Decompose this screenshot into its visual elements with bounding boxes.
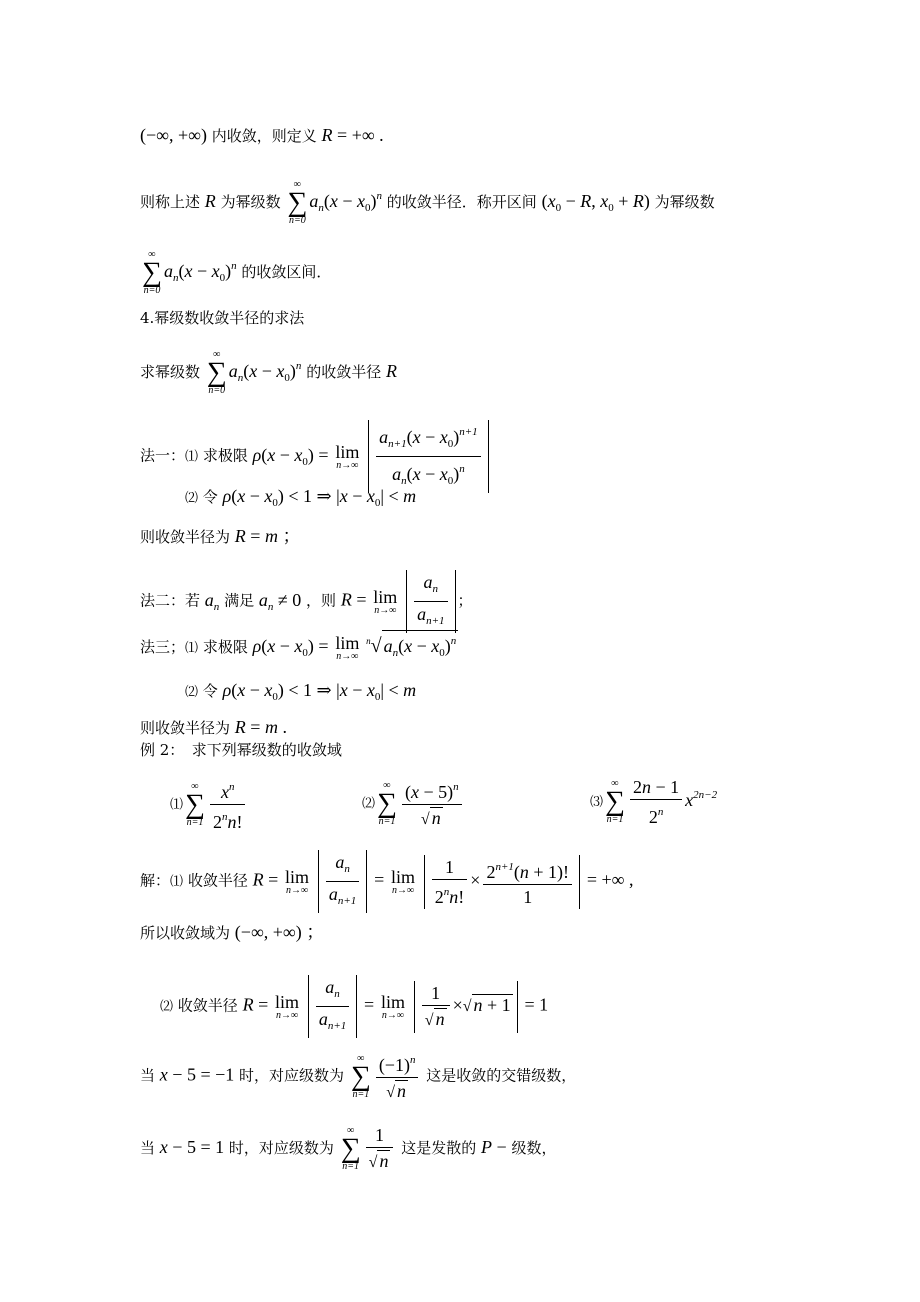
formula-open-interval: ($x_0 - R$, $x_0 + R$) <box>541 191 650 214</box>
line-1 <box>140 125 384 146</box>
section-heading: 4.幂级数收敛半径的求法 <box>140 309 305 327</box>
sum-symbol: ∞ ∑ n=0 <box>287 179 308 226</box>
line-5: 求幂级数 ∞ ∑ n=0 $a_n(x - x_0)^n$ 的收敛半径 R <box>140 349 397 396</box>
solution-1: 解：⑴ 收敛半径 R = lim n→∞ $\frac{a_n}{a_{n+1}}$ = lim n→∞ $\frac{1}{2^nn!}$ × $\frac{2^{n+1}(n + 1)!}{1}$ = +∞ , <box>140 850 633 913</box>
solution-1-domain: 所以收敛域为 (−∞, +∞) ； <box>140 922 325 942</box>
line-2: 则称上述 R 为幂级数 ∞ ∑ n=0 $a_n(x - x_0)^n$ 的收敛半径．称开区间 ($x_0 - R$, $x_0 + R$) 为幂级数 <box>140 179 715 226</box>
method-3-result: 则收敛半径为 R = m . <box>140 717 287 737</box>
case-x-minus-5-eq-1: 当 x − 5 = 1 时，对应级数为 ∞ ∑ n=1 $\frac{1}{√ n}$ 这是发散的 P − 级数， <box>140 1125 557 1172</box>
formula-r-infinity: R = +∞ . <box>321 125 384 145</box>
method-2: 法二：若 $a_n$ 满足 $a_n \ne 0$ ，则 R = lim n→∞ $\frac{a_n}{a_{n+1}}$ ； <box>140 570 473 633</box>
method-1-result: 则收敛半径为 R = m ； <box>140 526 301 546</box>
method-3-step-2: ⑵ 令 $\rho(x - x_0) < 1$ ⇒ $|x - x_0| < m$ <box>185 680 417 703</box>
method-1-step-2: ⑵ 令 $\rho(x - x_0) < 1$ ⇒ $|x - x_0| < m$ <box>185 486 417 509</box>
example-item-2: ⑵ ∞ ∑ n=1 $\frac{(x - 5)^n}{√ n}$ <box>362 777 465 830</box>
example-item-1: ⑴ ∞ ∑ n=1 $\frac{x^n}{2^nn!}$ <box>170 777 248 832</box>
case-x-minus-5-eq-minus-1: 当 x − 5 = −1 时，对应级数为 ∞ ∑ n=1 $\frac{(-1)^n}{√ n}$ 这是收敛的交错级数， <box>140 1050 576 1103</box>
method-1-step-1: 法一：⑴ 求极限 $\rho(x - x_0)$ = lim n→∞ $\frac{a_{n+1}(x - x_0)^{n+1}}{a_n(x - x_0)^n}$ <box>140 420 491 493</box>
example-item-3: ⑶ ∞ ∑ n=1 $\frac{2n - 1}{2^n}$ $x^{2n-2}$ <box>590 777 718 827</box>
solution-2: ⑵ 收敛半径 R = lim n→∞ $\frac{a_n}{a_{n+1}}$ = lim n→∞ $\frac{1}{√ n}$ ×√ n + 1 = 1 <box>160 975 548 1038</box>
method-3-step-1: 法三；⑴ 求极限 $\rho(x - x_0)$ = lim n→∞ $^n$√ $a_n(x - x_0)^n$ <box>140 630 458 663</box>
formula-interval: (−∞, +∞) <box>140 125 207 145</box>
text: 内收敛，则定义 <box>211 127 317 145</box>
example-title: 例 2： 求下列幂级数的收敛域 <box>140 741 342 759</box>
line-3: ∞ ∑ n=0 $a_n(x - x_0)^n$ 的收敛区间． <box>142 249 332 296</box>
